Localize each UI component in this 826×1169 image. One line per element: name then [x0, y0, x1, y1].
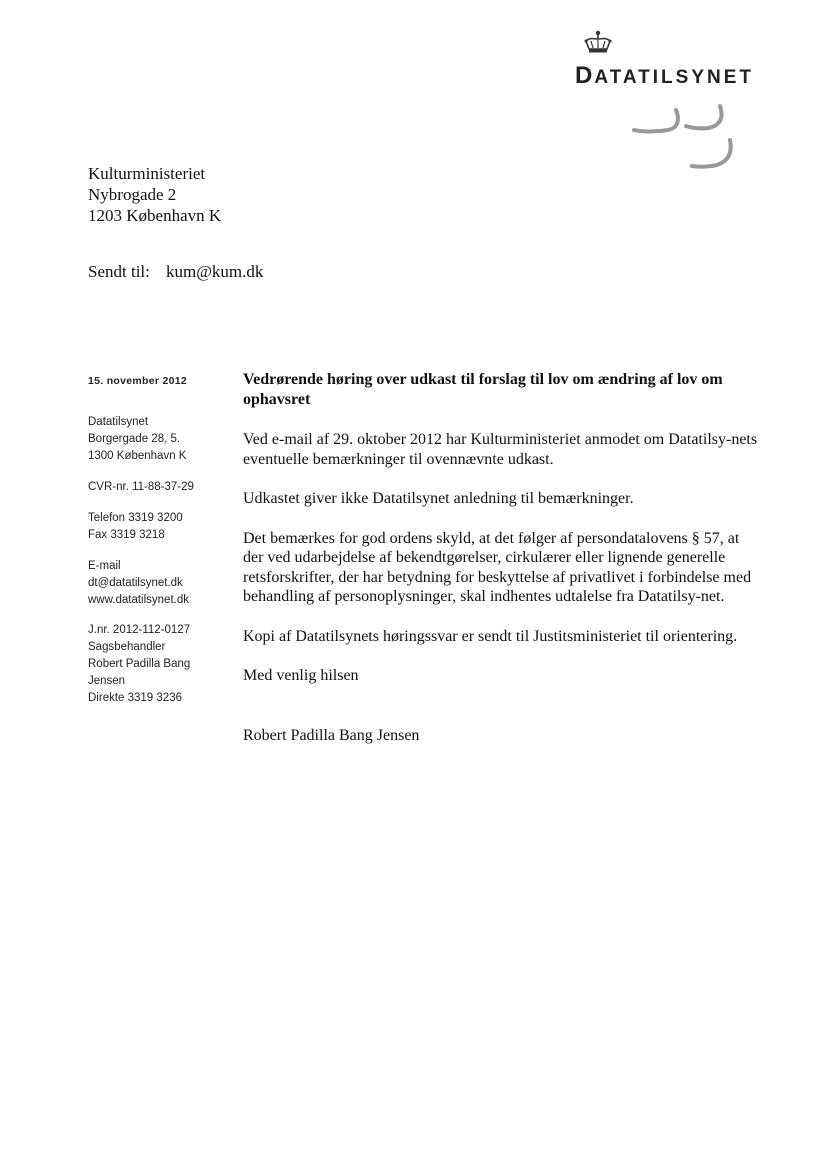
sent-to-email: kum@kum.dk — [166, 262, 264, 281]
contact-block — [88, 558, 238, 609]
sent-to-label: Sendt til: — [88, 262, 150, 281]
fax-line: Fax 3319 3218 — [88, 529, 165, 541]
direct-phone: Direkte 3319 3236 — [88, 692, 182, 704]
phone-block — [88, 510, 238, 544]
crown-icon — [583, 30, 613, 56]
organisation-logotype: DATATILSYNET — [575, 62, 754, 89]
sent-to-line — [88, 262, 263, 282]
recipient-address — [88, 163, 221, 226]
letter-paragraph: Kopi af Datatilsynets høringssvar er sendt til Justitsministeriet til orientering. — [243, 627, 738, 645]
sender-sidebar — [88, 373, 238, 721]
letter-paragraph: Ved e-mail af 29. oktober 2012 har Kulturministeriet anmodet om Datatilsy-nets eventuelle bemærkninger til ovennævnte udkast. — [243, 431, 758, 468]
recipient-line: 1203 København K — [88, 206, 222, 225]
email-address: dt@datatilsynet.dk — [88, 577, 183, 589]
letter-paragraph: Det bemærkes for god ordens skyld, at det følger af persondatalovens § 57, at der ved udarbejdelse af bekendtgørelser, cirkulærer eller lignende generelle retsforskrifter, der har betydning for beskyttelse af privatlivet i forbindelse med behandling af personoplysninger, skal indhentes udtalelse fra Datatilsy-net. — [243, 529, 752, 605]
case-handler-label: Sagsbehandler — [88, 641, 166, 653]
recipient-line: Nybrogade 2 — [88, 185, 177, 204]
case-number: J.nr. 2012-112-0127 — [88, 624, 191, 636]
case-handler-name: Robert Padilla Bang — [88, 658, 191, 670]
letter-signature: Robert Padilla Bang Jensen — [243, 726, 420, 744]
case-block — [88, 622, 238, 707]
sender-address — [88, 414, 238, 465]
case-handler-name: Jensen — [88, 675, 126, 687]
recipient-line: Kulturministeriet — [88, 164, 206, 183]
letter-body — [243, 370, 763, 765]
cvr-number: CVR-nr. 11-88-37-29 — [88, 481, 194, 493]
email-label: E-mail — [88, 560, 121, 572]
letter-date: 15. november 2012 — [88, 375, 188, 387]
phone-line: Telefon 3319 3200 — [88, 512, 183, 524]
handwritten-marks — [628, 100, 738, 180]
sender-address-line: Datatilsynet — [88, 416, 149, 428]
sender-address-line: 1300 København K — [88, 450, 187, 462]
sender-address-line: Borgergade 28, 5. — [88, 433, 181, 445]
letter-subject: Vedrørende høring over udkast til forslag til lov om ændring af lov om ophavsret — [243, 371, 723, 408]
letter-paragraph: Udkastet giver ikke Datatilsynet anledning til bemærkninger. — [243, 490, 634, 507]
letter-closing: Med venlig hilsen — [243, 667, 359, 684]
website-address: www.datatilsynet.dk — [88, 594, 189, 606]
